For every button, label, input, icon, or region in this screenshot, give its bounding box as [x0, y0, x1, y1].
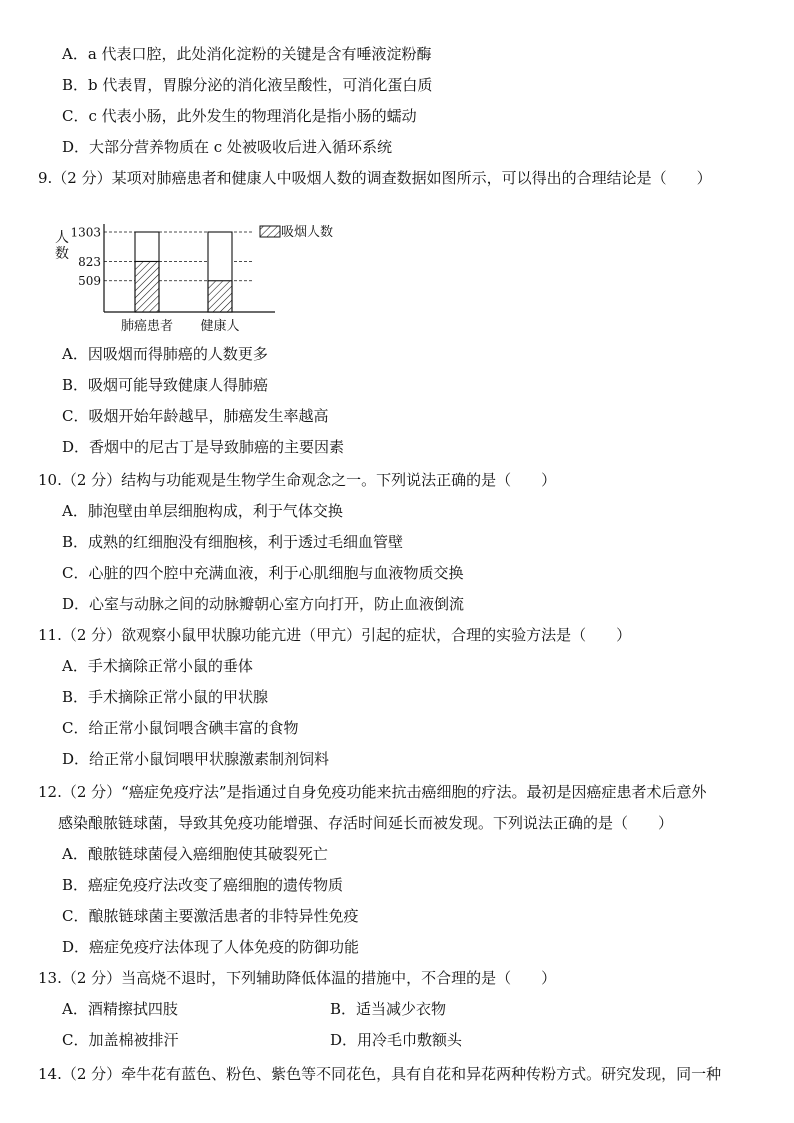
- q13-option-c: C．加盖棉被排汗: [62, 1031, 179, 1049]
- legend-label: 吸烟人数: [281, 225, 334, 240]
- q10-option-b: B．成熟的红细胞没有细胞核，利于透过毛细血管壁: [62, 533, 404, 551]
- y-tick-label: 823: [78, 254, 101, 269]
- smoking-bar-chart: [50, 220, 350, 338]
- q11-option-b: B．手术摘除正常小鼠的甲状腺: [62, 688, 269, 706]
- q9-option-a: A．因吸烟而得肺癌的人数更多: [62, 345, 268, 363]
- legend-swatch: [260, 226, 280, 237]
- q13-option-a: A．酒精擦拭四肢: [62, 1000, 178, 1018]
- q12-option-c: C．酿脓链球菌主要激活患者的非特异性免疫: [62, 907, 359, 925]
- q11-stem: 11.（2 分）欲观察小鼠甲状腺功能亢进（甲亢）引起的症状，合理的实验方法是（ ）: [38, 626, 632, 644]
- y-tick-label: 1303: [70, 225, 101, 240]
- q12-stem-line2: 感染酿脓链球菌，导致其免疫功能增强、存活时间延长而被发现。下列说法正确的是（ ）: [58, 814, 674, 832]
- q12-stem-line1: 12.（2 分）“癌症免疫疗法”是指通过自身免疫功能来抗击癌细胞的疗法。最初是因癌症患者术后意外: [38, 783, 707, 801]
- q10-option-c: C．心脏的四个腔中充满血液，利于心肌细胞与血液物质交换: [62, 564, 464, 582]
- q12-option-b: B．癌症免疫疗法改变了癌细胞的遗传物质: [62, 876, 344, 894]
- q8-option-b: B．b 代表胃，胃腺分泌的消化液呈酸性，可消化蛋白质: [62, 76, 433, 94]
- q14-stem: 14.（2 分）牵牛花有蓝色、粉色、紫色等不同花色，具有自花和异花两种传粉方式。研究发现，同一种: [38, 1065, 722, 1083]
- q8-option-a: A．a 代表口腔，此处消化淀粉的关键是含有唾液淀粉酶: [62, 45, 432, 63]
- y-axis-label: 人: [55, 230, 69, 246]
- y-axis-label: 数: [55, 246, 69, 262]
- q10-option-a: A．肺泡壁由单层细胞构成，利于气体交换: [62, 502, 343, 520]
- bar-smokers-0: [135, 261, 159, 312]
- q10-option-d: D．心室与动脉之间的动脉瓣朝心室方向打开，防止血液倒流: [62, 595, 465, 613]
- y-tick-label: 509: [78, 274, 101, 289]
- q8-option-c: C．c 代表小肠，此外发生的物理消化是指小肠的蠕动: [62, 107, 417, 125]
- q11-option-a: A．手术摘除正常小鼠的垂体: [62, 657, 253, 675]
- q13-option-b: B．适当减少衣物: [330, 1000, 447, 1018]
- q9-stem: 9.（2 分）某项对肺癌患者和健康人中吸烟人数的调查数据如图所示，可以得出的合理结论是（ ）: [38, 169, 712, 187]
- q10-stem: 10.（2 分）结构与功能观是生物学生命观念之一。下列说法正确的是（ ）: [38, 471, 557, 489]
- x-tick-label: 健康人: [200, 319, 240, 334]
- q12-option-d: D．癌症免疫疗法体现了人体免疫的防御功能: [62, 938, 360, 956]
- x-tick-label: 肺癌患者: [120, 319, 174, 334]
- q9-option-c: C．吸烟开始年龄越早，肺癌发生率越高: [62, 407, 329, 425]
- q13-stem: 13.（2 分）当高烧不退时，下列辅助降低体温的措施中，不合理的是（ ）: [38, 969, 557, 987]
- q8-option-d: D．大部分营养物质在 c 处被吸收后进入循环系统: [62, 138, 392, 156]
- bar-smokers-1: [208, 281, 232, 312]
- q9-option-d: D．香烟中的尼古丁是导致肺癌的主要因素: [62, 438, 345, 456]
- q13-option-d: D．用冷毛巾敷额头: [330, 1031, 463, 1049]
- q9-option-b: B．吸烟可能导致健康人得肺癌: [62, 376, 269, 394]
- q11-option-d: D．给正常小鼠饲喂甲状腺激素制剂饲料: [62, 750, 330, 768]
- q11-option-c: C．给正常小鼠饲喂含碘丰富的食物: [62, 719, 299, 737]
- q12-option-a: A．酿脓链球菌侵入癌细胞使其破裂死亡: [62, 845, 328, 863]
